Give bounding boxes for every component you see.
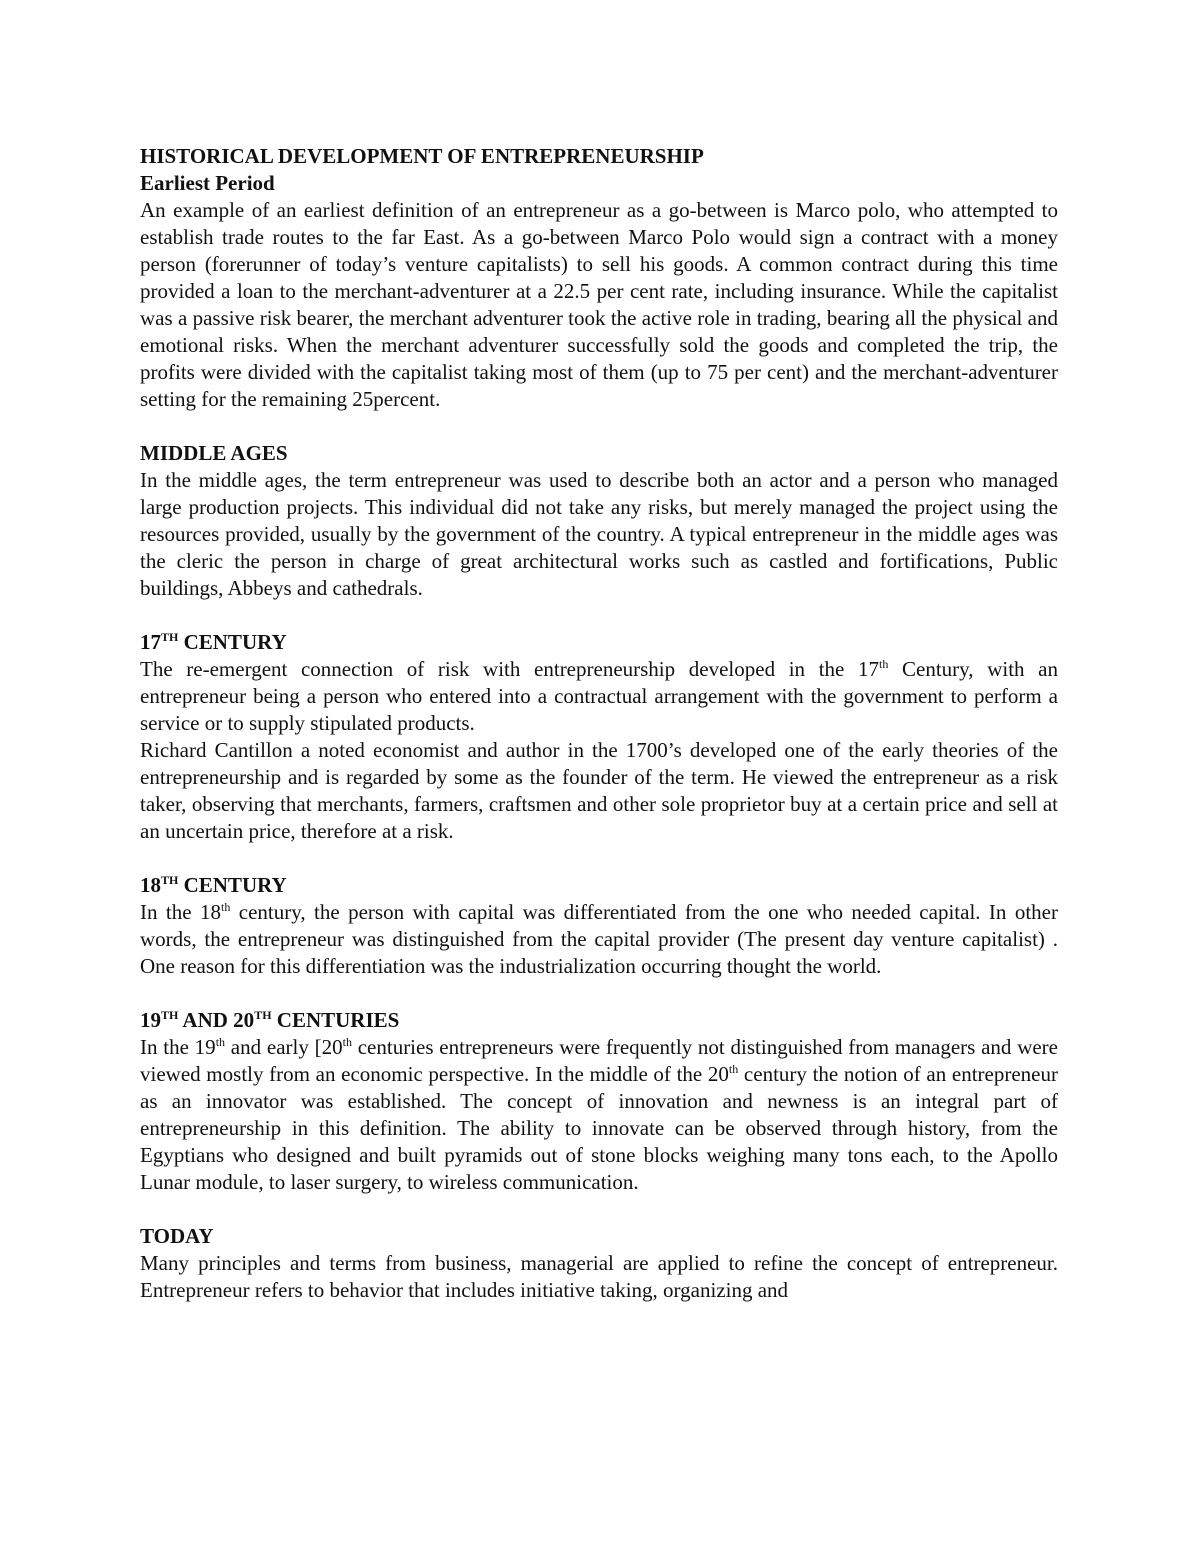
paragraph-text: Many principles and terms from business, managerial are applied to refine the concept of entrepreneur. Entrepreneur refers to behavior that includes initiative taking, organizing and [140, 1251, 1058, 1302]
document-body [140, 170, 1058, 1304]
heading-text: AND 20 [178, 1008, 255, 1032]
heading-superscript: TH [254, 1008, 272, 1022]
section-heading [140, 440, 1058, 467]
paragraph [140, 899, 1058, 980]
section-heading [140, 629, 1058, 656]
section [140, 872, 1058, 980]
heading-superscript: TH [161, 630, 179, 644]
paragraph-text: In the 19 [140, 1035, 216, 1059]
section [140, 1007, 1058, 1196]
heading-text: MIDDLE AGES [140, 441, 288, 465]
heading-superscript: TH [161, 873, 179, 887]
paragraph [140, 1250, 1058, 1304]
heading-text: CENTURIES [271, 1008, 400, 1032]
heading-text: CENTURY [178, 630, 287, 654]
paragraph [140, 197, 1058, 413]
paragraph [140, 467, 1058, 602]
section [140, 1223, 1058, 1304]
paragraph-superscript: th [728, 1062, 739, 1076]
heading-superscript: TH [161, 1008, 179, 1022]
paragraph-text: century the notion of an entrepreneur as an innovator was established. The concept of innovation and newness is an integral part of entrepreneurship in this definition. The ability to innovate can be observed through history, from the Egyptians who designed and built pyramids out of stone blocks weighing many tons each, to the Apollo Lunar module, to laser surgery, to wireless communication. [140, 1062, 1058, 1194]
paragraph-superscript: th [220, 900, 231, 914]
paragraph [140, 1034, 1058, 1196]
section [140, 440, 1058, 602]
paragraph [140, 656, 1058, 737]
paragraph-text: In the middle ages, the term entrepreneur was used to describe both an actor and a person who managed large production projects. This individual did not take any risks, but merely managed the project using the resources provided, usually by the government of the country. A typical entrepreneur in the middle ages was the cleric the person in charge of great architectural works such as castled and fortifications, Public buildings, Abbeys and cathedrals. [140, 468, 1058, 600]
paragraph-text: In the 18 [140, 900, 221, 924]
paragraph-text: Richard Cantillon a noted economist and author in the 1700’s developed one of the early theories of the entrepreneurship and is regarded by some as the founder of the term. He viewed the entrepreneur as a risk taker, observing that merchants, farmers, craftsmen and other sole proprietor buy at a certain price and sell at an uncertain price, therefore at a risk. [140, 738, 1058, 843]
heading-text: 17 [140, 630, 161, 654]
heading-text: CENTURY [178, 873, 287, 897]
paragraph-text: The re-emergent connection of risk with entrepreneurship developed in the 17 [140, 657, 880, 681]
document-page [140, 143, 1058, 1331]
paragraph-text: Century, with an entrepreneur being a person who entered into a contractual arrangement with the government to perform a service or to supply stipulated products. [140, 657, 1058, 735]
heading-text: TODAY [140, 1224, 214, 1248]
heading-text: 19 [140, 1008, 161, 1032]
section-heading [140, 170, 1058, 197]
section-heading [140, 872, 1058, 899]
paragraph-text: centuries entrepreneurs were frequently not distinguished from managers and were viewed mostly from an economic perspective. In the middle of the 20 [140, 1035, 1058, 1086]
section [140, 629, 1058, 845]
paragraph-text: and early [20 [225, 1035, 343, 1059]
paragraph-superscript: th [342, 1035, 352, 1049]
heading-text: 18 [140, 873, 161, 897]
paragraph-text: An example of an earliest definition of an entrepreneur as a go-between is Marco polo, who attempted to establish trade routes to the far East. As a go-between Marco Polo would sign a contract with a money person (forerunner of today’s venture capitalists) to sell his goods. A common contract during this time provided a loan to the merchant-adventurer at a 22.5 per cent rate, including insurance. While the capitalist was a passive risk bearer, the merchant adventurer took the active role in trading, bearing all the physical and emotional risks. When the merchant adventurer successfully sold the goods and completed the trip, the profits were divided with the capitalist taking most of them (up to 75 per cent) and the merchant-adventurer setting for the remaining 25percent. [140, 198, 1058, 411]
paragraph-text: century, the person with capital was differentiated from the one who needed capital. In other words, the entrepreneur was distinguished from the capital provider (The present day venture capitalist) . One reason for this differentiation was the industrialization occurring thought the world. [140, 900, 1058, 978]
document-title: HISTORICAL DEVELOPMENT OF ENTREPRENEURSHIP [140, 144, 704, 168]
section-heading [140, 1223, 1058, 1250]
paragraph [140, 737, 1058, 845]
heading-text: Earliest Period [140, 171, 275, 195]
section-heading [140, 1007, 1058, 1034]
paragraph-superscript: th [879, 657, 889, 671]
paragraph-superscript: th [215, 1035, 226, 1049]
section [140, 170, 1058, 413]
